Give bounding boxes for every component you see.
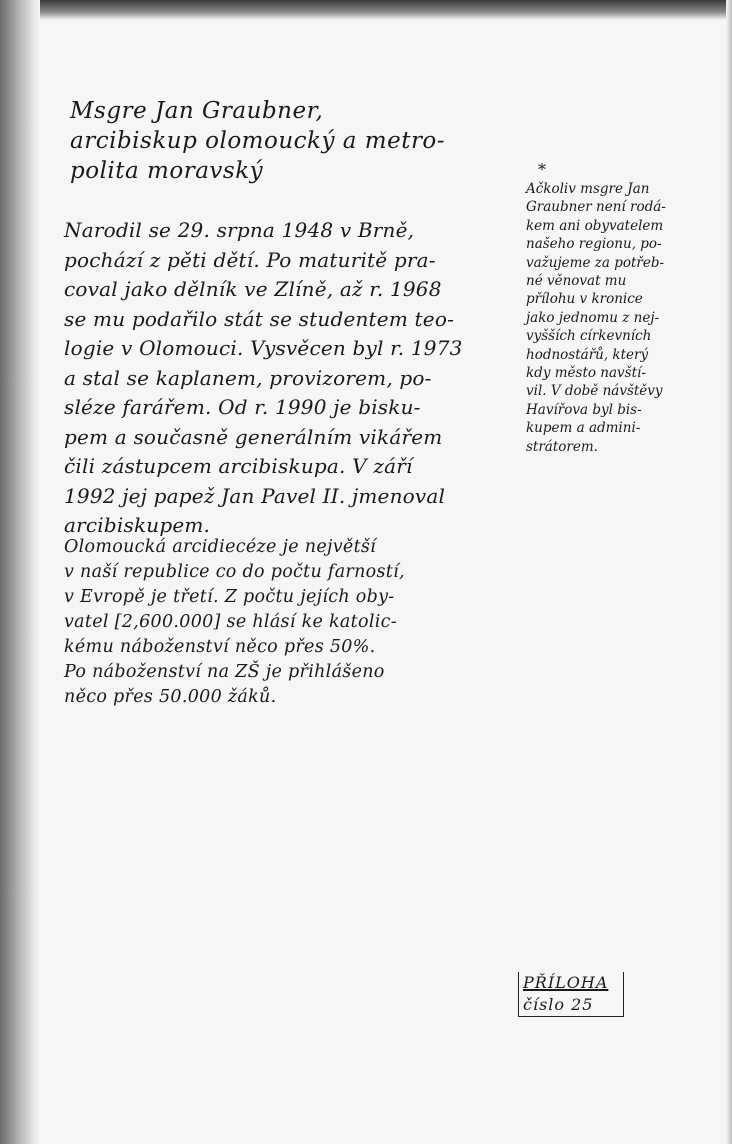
note-line: né věnovat mu — [526, 273, 627, 290]
text-line: Olomoucká arcidiecéze je největší — [64, 537, 377, 557]
text-line: logie v Olomouci. Vysvěcen byl r. 1973 — [64, 336, 463, 360]
text-line: něco přes 50.000 žáků. — [64, 687, 277, 707]
text-line: v Evropě je třetí. Z počtu jejích oby- — [64, 587, 395, 607]
text-line: čili zástupcem arcibiskupa. V září — [64, 454, 413, 478]
scan-shadow-left — [0, 0, 40, 1144]
archdiocese-paragraph — [64, 535, 405, 710]
text-line: Narodil se 29. srpna 1948 v Brně, — [64, 218, 415, 242]
scan-shadow-right — [726, 0, 732, 1144]
text-line: kému náboženství něco přes 50%. — [64, 637, 376, 657]
text-line: arcibiskupem. — [64, 513, 211, 537]
biography-paragraph — [64, 216, 463, 541]
note-line: strátorem. — [526, 438, 598, 455]
text-line: v naší republice co do počtu farností, — [64, 562, 405, 582]
note-line: vil. V době návštěvy — [526, 383, 663, 400]
note-line: vyšších církevních — [526, 328, 652, 345]
note-line: přílohu v kronice — [526, 291, 643, 308]
footnote-marker: * — [538, 160, 546, 179]
note-line: kdy město navští- — [526, 365, 646, 382]
title-line: polita moravský — [70, 158, 264, 184]
note-line: kem ani obyvatelem — [526, 217, 664, 234]
attachment-label — [518, 972, 624, 1017]
note-line: jako jednomu z nej- — [526, 309, 660, 326]
text-line: pochází z pěti dětí. Po maturitě pra- — [64, 247, 436, 272]
text-line: vatel [2,600.000] se hlásí ke katolic- — [64, 612, 397, 632]
note-line: važujeme za potřeb- — [526, 254, 665, 271]
note-line: Graubner není rodá- — [526, 199, 666, 216]
text-line: 1992 jej papež Jan Pavel II. jmenoval — [64, 483, 446, 508]
note-line: Ačkoliv msgre Jan — [526, 181, 650, 197]
text-line: Po náboženství na ZŠ je přihlášeno — [64, 662, 385, 682]
title-line: arcibiskup olomoucký a metro- — [70, 128, 446, 154]
note-line: kupem a admini- — [526, 420, 641, 437]
scan-shadow-top — [0, 0, 732, 20]
attachment-label-number: číslo 25 — [523, 995, 594, 1014]
text-line: coval jako dělník ve Zlíně, až r. 1968 — [64, 277, 442, 301]
attachment-label-title: PŘÍLOHA — [523, 973, 609, 992]
document-title — [70, 96, 445, 186]
note-line: hodnostářů, který — [526, 346, 649, 363]
title-line: Msgre Jan Graubner, — [70, 98, 324, 124]
side-note — [526, 180, 666, 456]
text-line: a stal se kaplanem, provizorem, po- — [64, 365, 432, 390]
text-line: se mu podařilo stát se studentem teo- — [64, 306, 455, 331]
text-line: pem a současně generálním vikářem — [64, 424, 443, 449]
note-line: Havířova byl bis- — [526, 401, 642, 418]
text-line: sléze farářem. Od r. 1990 je bisku- — [64, 395, 421, 419]
note-line: našeho regionu, po- — [526, 236, 662, 253]
